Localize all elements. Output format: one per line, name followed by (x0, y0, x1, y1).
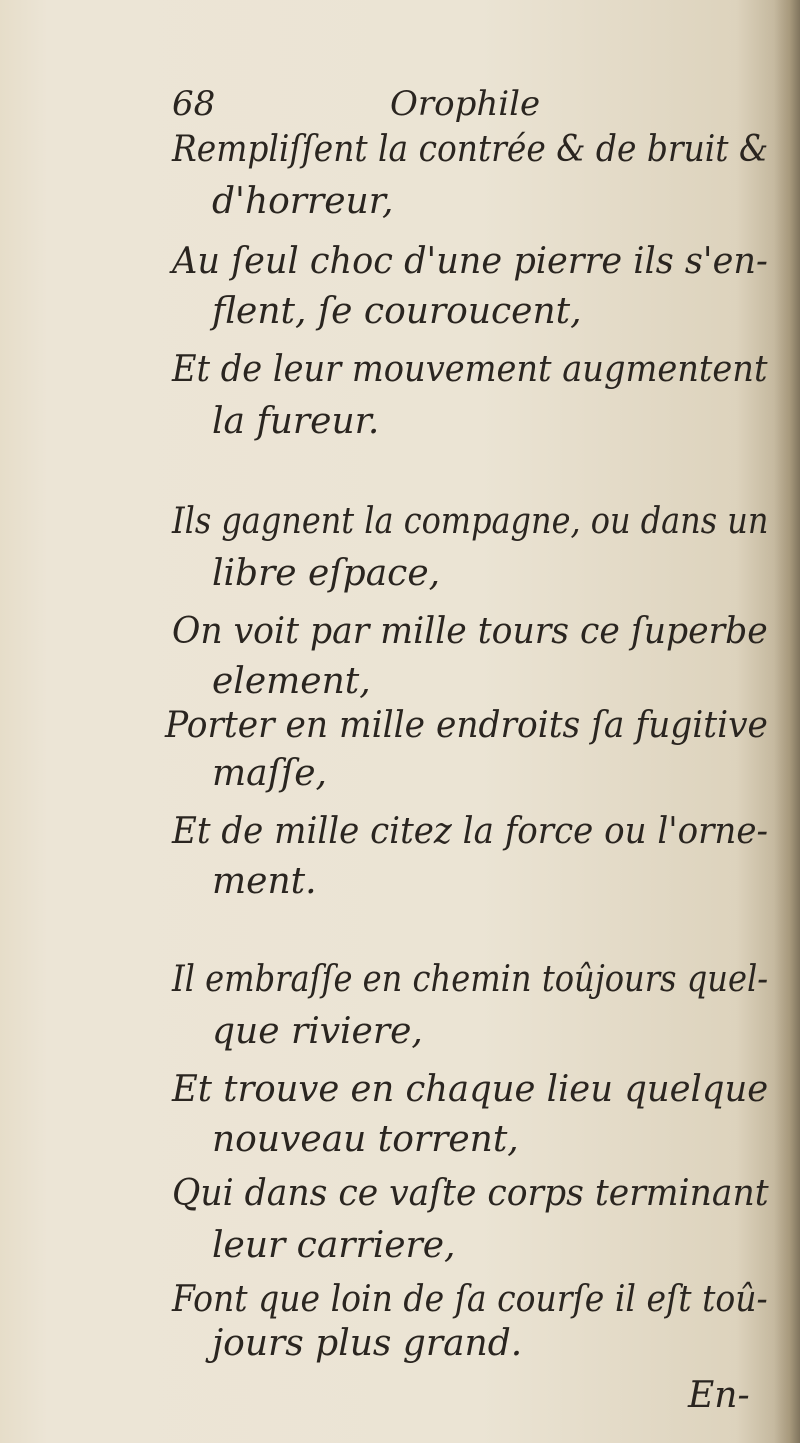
page-number: 68 (172, 84, 216, 124)
verse-line: Ils gagnent la compagne, ou dans un (172, 501, 769, 542)
verse-line: nouveau torrent, (212, 1119, 519, 1160)
running-title: Orophile (390, 84, 541, 124)
verse-line: Qui dans ce vaſte corps terminant (172, 1173, 769, 1214)
verse-line: Et de mille citez la force ou l'orne- (172, 811, 769, 852)
verse-line: Rempliſſent la contrée & de bruit & (172, 129, 769, 170)
verse-line: Et trouve en chaque lieu quelque (172, 1069, 769, 1110)
catchword: En- (688, 1375, 750, 1416)
verse-line: On voit par mille tours ce ſuperbe (172, 611, 768, 652)
verse-line: leur carriere, (212, 1225, 456, 1266)
verse-line: maſſe, (212, 753, 327, 794)
verse-line: la fureur. (212, 401, 380, 442)
verse-line: que riviere, (212, 1011, 423, 1052)
verse-line: Font que loin de ſa courſe il eſt toû- (172, 1279, 768, 1320)
verse-line: Il embraſſe en chemin toûjours quel- (172, 959, 769, 1000)
verse-line: Porter en mille endroits ſa fugitive (165, 705, 768, 746)
verse-line: Au ſeul choc d'une pierre ils s'en- (172, 241, 768, 282)
verse-line: element, (212, 661, 371, 702)
verse-line: jours plus grand. (212, 1323, 523, 1364)
verse-line: flent, ſe couroucent, (212, 291, 582, 332)
verse-line: ment. (212, 861, 317, 902)
verse-line: libre eſpace, (212, 553, 441, 594)
verse-line: d'horreur, (212, 181, 394, 222)
verse-line: Et de leur mouvement augmentent (172, 349, 768, 390)
